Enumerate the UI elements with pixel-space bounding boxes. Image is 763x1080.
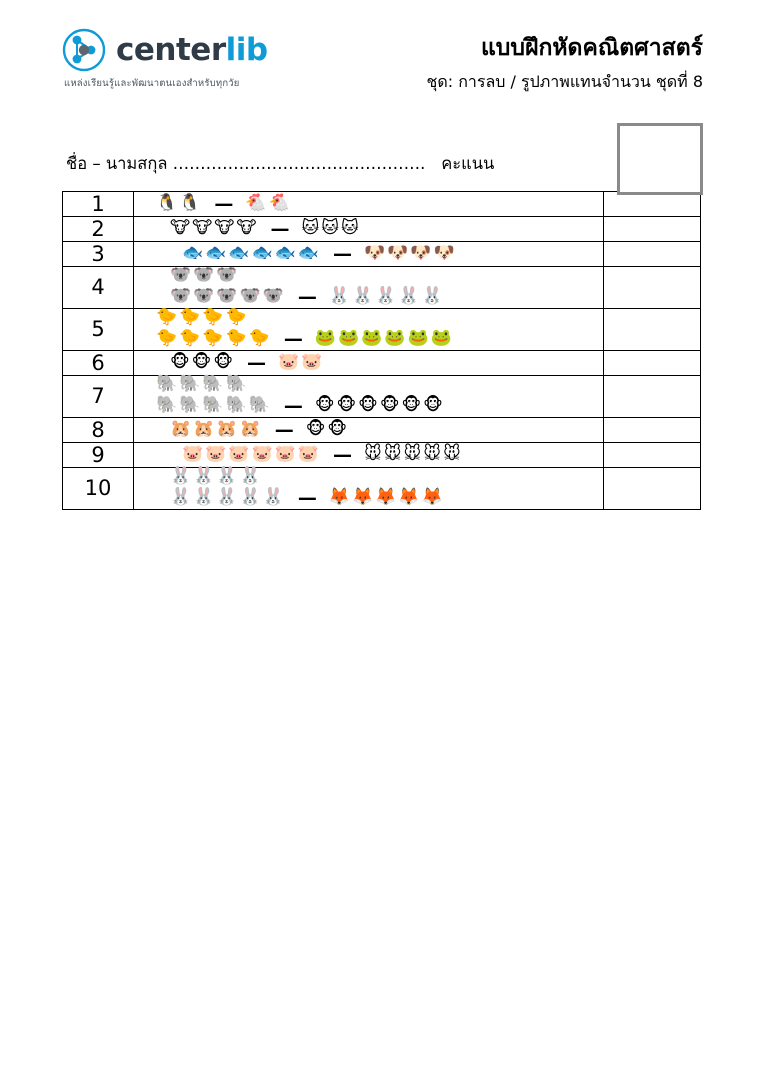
minuend-icons-item-icon: 🐨 <box>216 286 238 307</box>
subtrahend-icons-item-icon: 🐵 <box>314 395 335 416</box>
subtrahend-icons-item-icon: 🦊 <box>328 487 351 508</box>
subtrahend-icons-item-icon: 🐱 <box>321 218 339 239</box>
minuend-icons-item-icon: 🐟 <box>228 243 250 264</box>
minuend-icons-item-icon: 🐧 <box>179 193 201 214</box>
minuend-icons-item-icon: 🐧 <box>156 193 178 214</box>
minuend-icons-item-icon: 🐰 <box>239 487 261 508</box>
answer-cell[interactable] <box>604 266 701 308</box>
minuend-icons-item-icon: 🐤 <box>248 328 270 349</box>
minuend-icons-item-icon: 🐷 <box>274 444 296 465</box>
table-row <box>63 241 701 266</box>
table-row <box>63 467 701 509</box>
title-block <box>426 28 703 95</box>
minuend-icons-item-icon: 🐘 <box>202 395 224 416</box>
minuend-icons-item-icon: 🐹 <box>170 419 192 440</box>
question-line-bottom <box>134 328 603 350</box>
subtrahend-icons-item-icon: 🐵 <box>423 395 443 416</box>
answer-cell[interactable] <box>604 442 701 467</box>
question-line-top <box>134 465 603 486</box>
brand-name-part2: lib <box>225 32 268 68</box>
minuend-icons <box>156 373 249 394</box>
minus-operator: — <box>274 418 294 441</box>
table-row <box>63 191 701 216</box>
answer-cell[interactable] <box>604 467 701 509</box>
student-name-label: ชื่อ – นามสกุล ………………………………………. <box>66 153 426 173</box>
brand-name-part1: center <box>116 32 226 68</box>
question-cell <box>134 308 604 350</box>
question-number <box>63 191 134 216</box>
subtrahend-icons-item-icon: 🦊 <box>375 487 397 508</box>
minus-operator: — <box>214 192 234 215</box>
minuend-icons-item-icon: 🐮 <box>236 218 257 239</box>
minuend-icons <box>156 306 249 327</box>
question-number-text: 5 <box>91 317 105 342</box>
minuend-icons-item-icon: 🐹 <box>193 419 215 440</box>
minuend-icons-item-icon: 🐰 <box>170 465 192 486</box>
question-line <box>134 352 603 374</box>
minuend-icons-item-icon: 🐘 <box>179 395 201 416</box>
table-row <box>63 375 701 417</box>
question-number <box>63 266 134 308</box>
minuend-icons-item-icon: 🐤 <box>156 328 178 349</box>
subtrahend-icons-item-icon: 🐵 <box>401 395 422 416</box>
questions-body <box>63 191 701 509</box>
subtrahend-icons-item-icon: 🦊 <box>352 487 374 508</box>
minuend-icons <box>170 264 240 285</box>
minuend-icons-item-icon: 🐰 <box>170 487 192 508</box>
minuend-icons-item-icon: 🐟 <box>205 243 227 264</box>
minus-operator: — <box>270 217 290 240</box>
subtrahend-icons <box>306 421 349 438</box>
table-row <box>63 308 701 350</box>
minuend-icons-item-icon: 🐨 <box>170 286 192 307</box>
table-row <box>63 266 701 308</box>
subtrahend-icons-item-icon: 🐔 <box>245 193 267 214</box>
answer-cell[interactable] <box>604 191 701 216</box>
question-cell <box>134 266 604 308</box>
question-number <box>63 375 134 417</box>
minuend-icons-item-icon: 🐘 <box>202 373 224 394</box>
minuend-icons-item-icon: 🐵 <box>213 352 233 373</box>
table-row <box>63 417 701 442</box>
subtrahend-icons-item-icon: 🐸 <box>338 328 360 349</box>
question-number-text: 8 <box>91 417 105 442</box>
subtrahend-icons <box>329 489 445 506</box>
question-cell <box>134 442 604 467</box>
subtrahend-icons-item-icon: 🐷 <box>301 352 323 373</box>
minus-operator: — <box>246 351 266 374</box>
score-label: คะแนน <box>441 153 495 173</box>
minuend-icons-item-icon: 🐤 <box>225 328 247 349</box>
subtrahend-icons-item-icon: 🐸 <box>314 328 337 349</box>
subtrahend-icons <box>329 288 445 305</box>
minuend-icons-item-icon: 🐵 <box>170 352 190 373</box>
minuend-icons-item-icon: 🐷 <box>251 444 273 465</box>
question-line <box>134 243 603 265</box>
subtrahend-icons-item-icon: 🐵 <box>327 419 347 440</box>
question-number <box>63 442 134 467</box>
minuend-icons-item-icon: 🐘 <box>179 373 201 394</box>
question-cell <box>134 216 604 241</box>
minuend-icons-item-icon: 🐨 <box>239 286 261 307</box>
subtrahend-icons <box>315 397 445 414</box>
question-cell <box>134 191 604 216</box>
minuend-icons <box>170 421 263 438</box>
question-number-text: 4 <box>91 275 105 300</box>
minuend-icons-item-icon: 🐮 <box>214 218 235 239</box>
minuend-icons <box>170 220 259 237</box>
subtrahend-icons-item-icon: 🐶 <box>387 243 409 264</box>
minuend-icons-item-icon: 🐷 <box>205 444 227 465</box>
subtrahend-icons <box>278 354 324 371</box>
answer-cell[interactable] <box>604 375 701 417</box>
question-number-text: 2 <box>91 216 105 241</box>
question-cell <box>134 467 604 509</box>
subtrahend-icons-item-icon: 🐰 <box>421 286 443 307</box>
minuend-icons <box>170 489 286 506</box>
question-number <box>63 216 134 241</box>
name-score-row <box>62 129 703 183</box>
minuend-icons-item-icon: 🐘 <box>225 373 247 394</box>
subtrahend-icons <box>364 446 463 463</box>
subtrahend-icons-item-icon: 🐶 <box>364 243 386 264</box>
subtrahend-icons-item-icon: 🐸 <box>384 328 406 349</box>
minuend-icons-item-icon: 🐨 <box>216 264 238 285</box>
score-box[interactable] <box>617 123 703 195</box>
answer-cell[interactable] <box>604 350 701 375</box>
question-number <box>63 350 134 375</box>
minuend-icons-item-icon: 🐮 <box>192 218 213 239</box>
question-number-text: 7 <box>91 384 105 409</box>
question-number-text: 3 <box>91 241 105 266</box>
question-cell <box>134 241 604 266</box>
question-line <box>134 444 603 466</box>
subtrahend-icons-item-icon: 🐰 <box>375 286 397 307</box>
subtrahend-icons-item-icon: 🐶 <box>410 243 432 264</box>
question-number-text: 1 <box>91 191 105 216</box>
question-cell <box>134 350 604 375</box>
subtrahend-icons-item-icon: 🐰 <box>398 286 420 307</box>
minuend-icons-item-icon: 🐤 <box>179 306 201 327</box>
minuend-icons-item-icon: 🐰 <box>239 465 261 486</box>
question-number-text: 10 <box>84 476 112 501</box>
minuend-icons-item-icon: 🐟 <box>274 243 296 264</box>
minuend-icons-item-icon: 🐨 <box>170 264 192 285</box>
subtrahend-icons-item-icon: 🦊 <box>421 487 443 508</box>
question-cell <box>134 417 604 442</box>
question-line-bottom <box>134 395 603 417</box>
question-cell <box>134 375 604 417</box>
question-number <box>63 241 134 266</box>
minuend-icons-item-icon: 🐰 <box>193 465 215 486</box>
minus-operator: — <box>283 327 303 350</box>
minuend-icons-item-icon: 🐨 <box>262 286 284 307</box>
minuend-icons-item-icon: 🐷 <box>228 444 250 465</box>
answer-cell[interactable] <box>604 216 701 241</box>
minuend-icons <box>182 245 321 262</box>
minuend-icons-item-icon: 🐤 <box>179 328 201 349</box>
minuend-icons-item-icon: 🐟 <box>182 243 204 264</box>
minuend-icons-item-icon: 🐤 <box>156 306 178 327</box>
question-line-top <box>134 306 603 327</box>
minuend-icons <box>170 354 235 371</box>
table-row <box>63 442 701 467</box>
subtrahend-icons-item-icon: 🐔 <box>268 193 290 214</box>
question-line-bottom <box>134 487 603 509</box>
question-line <box>134 193 603 215</box>
subtrahend-icons-item-icon: 🐸 <box>361 328 383 349</box>
subtrahend-icons-item-icon: 🐸 <box>407 328 429 349</box>
minuend-icons <box>156 195 202 212</box>
question-line-top <box>134 264 603 285</box>
subtrahend-icons-item-icon: 🐵 <box>336 395 357 416</box>
subtrahend-icons-item-icon: 🐱 <box>340 218 359 239</box>
minuend-icons-item-icon: 🐨 <box>193 286 215 307</box>
subtrahend-icons-item-icon: 🦊 <box>398 487 420 508</box>
minuend-icons-item-icon: 🐹 <box>216 419 238 440</box>
questions-table <box>62 191 701 510</box>
subtrahend-icons-item-icon: 🐷 <box>277 352 300 373</box>
question-number-text: 6 <box>91 350 105 375</box>
minuend-icons <box>170 465 263 486</box>
subtrahend-icons-item-icon: 🐵 <box>358 395 378 416</box>
minuend-icons-item-icon: 🐰 <box>216 487 238 508</box>
minuend-icons <box>156 397 272 414</box>
table-row <box>63 216 701 241</box>
subtrahend-icons <box>245 195 291 212</box>
minuend-icons-item-icon: 🐷 <box>182 444 204 465</box>
brand-row <box>62 28 268 72</box>
question-line-bottom <box>134 286 603 308</box>
subtrahend-icons-item-icon: 🐶 <box>433 243 455 264</box>
minuend-icons-item-icon: 🐘 <box>248 395 270 416</box>
minus-operator: — <box>333 443 353 466</box>
subtrahend-icons-item-icon: 🐭 <box>423 444 441 465</box>
minuend-icons-item-icon: 🐨 <box>193 264 215 285</box>
minus-operator: — <box>333 242 353 265</box>
page-title: แบบฝึกหัดคณิตศาสตร์ <box>480 35 703 61</box>
minuend-icons-item-icon: 🐤 <box>225 306 247 327</box>
minus-operator: — <box>297 486 317 509</box>
question-number <box>63 467 134 509</box>
brand-block <box>62 28 268 91</box>
question-number <box>63 308 134 350</box>
subtrahend-icons-item-icon: 🐭 <box>364 444 382 465</box>
minuend-icons-item-icon: 🐰 <box>193 487 215 508</box>
subtrahend-icons <box>364 245 457 262</box>
question-line <box>134 419 603 441</box>
subtrahend-icons-item-icon: 🐵 <box>305 419 326 440</box>
question-line <box>134 218 603 240</box>
minuend-icons-item-icon: 🐹 <box>239 419 261 440</box>
minuend-icons-item-icon: 🐤 <box>202 306 224 327</box>
subtrahend-icons <box>302 220 361 237</box>
minuend-icons-item-icon: 🐰 <box>216 465 238 486</box>
subtrahend-icons-item-icon: 🐰 <box>328 286 351 307</box>
subtrahend-icons-item-icon: 🐭 <box>442 444 461 465</box>
question-line-top <box>134 373 603 394</box>
minuend-icons-item-icon: 🐘 <box>156 395 178 416</box>
minuend-icons-item-icon: 🐮 <box>170 218 191 239</box>
question-number <box>63 417 134 442</box>
answer-cell[interactable] <box>604 417 701 442</box>
minuend-icons-item-icon: 🐘 <box>225 395 247 416</box>
page-header <box>0 0 763 95</box>
subtrahend-icons-item-icon: 🐸 <box>430 328 452 349</box>
page-subtitle: ชุด: การลบ / รูปภาพแทนจำนวน ชุดที่ 8 <box>426 71 703 91</box>
minuend-icons-item-icon: 🐟 <box>251 243 273 264</box>
minus-operator: — <box>297 285 317 308</box>
minuend-icons-item-icon: 🐰 <box>262 487 284 508</box>
minuend-icons-item-icon: 🐘 <box>156 373 178 394</box>
minuend-icons <box>156 330 272 347</box>
minuend-icons-item-icon: 🐤 <box>202 328 224 349</box>
subtrahend-icons-item-icon: 🐱 <box>301 218 320 239</box>
student-name-line <box>66 151 494 177</box>
minuend-icons-item-icon: 🐵 <box>191 352 212 373</box>
minuend-icons <box>182 446 321 463</box>
minus-operator: — <box>283 394 303 417</box>
subtrahend-icons-item-icon: 🐵 <box>379 395 400 416</box>
minuend-icons-item-icon: 🐷 <box>297 444 320 465</box>
table-row <box>63 350 701 375</box>
subtrahend-icons-item-icon: 🐭 <box>403 444 422 465</box>
subtrahend-icons-item-icon: 🐰 <box>352 286 374 307</box>
molecule-icon <box>62 28 106 72</box>
minuend-icons-item-icon: 🐟 <box>297 243 320 264</box>
answer-cell[interactable] <box>604 308 701 350</box>
subtrahend-icons <box>315 330 454 347</box>
answer-cell[interactable] <box>604 241 701 266</box>
minuend-icons <box>170 288 286 305</box>
subtrahend-icons-item-icon: 🐭 <box>383 444 402 465</box>
question-number-text: 9 <box>91 442 105 467</box>
brand-tagline: แหล่งเรียนรู้และพัฒนาตนเองสำหรับทุกวัย <box>64 78 240 89</box>
brand-name <box>116 32 268 68</box>
